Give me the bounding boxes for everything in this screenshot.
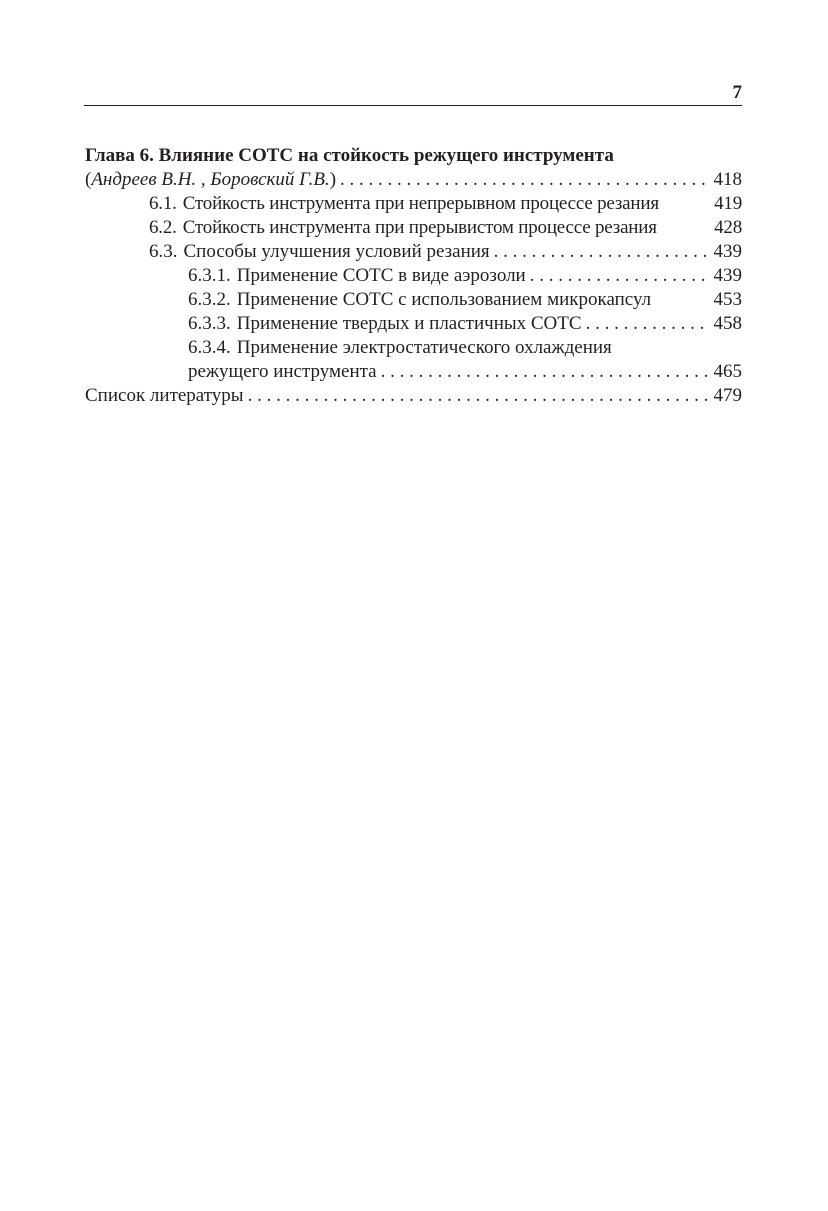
table-of-contents	[85, 144, 742, 408]
entry-page: 439	[713, 241, 742, 262]
dot-leader	[530, 264, 710, 288]
page-number: 7	[732, 82, 742, 103]
chapter-page: 418	[713, 169, 742, 190]
entry-title-continued: режущего инструмента	[188, 361, 377, 382]
entry-number: 6.1.	[149, 193, 177, 214]
dot-leader	[494, 240, 710, 264]
chapter-authors: Андреев В.Н. , Боровский Г.В.	[91, 169, 330, 190]
header-rule	[84, 105, 742, 106]
dot-leader	[340, 168, 709, 192]
entry-page: 439	[713, 265, 742, 286]
paren-close: )	[329, 169, 337, 190]
entry-title: Список литературы	[85, 385, 244, 406]
entry-title: Применение электростатического охлаждения	[236, 337, 612, 358]
toc-entry-6-3-3[interactable]	[85, 312, 742, 336]
toc-entry-6-2[interactable]	[85, 216, 742, 240]
entry-title: Применение СОТС с использованием микрокапсул	[236, 289, 652, 310]
toc-entry-6-1[interactable]	[85, 192, 742, 216]
entry-number: 6.3.	[149, 241, 178, 262]
entry-number: 6.3.1.	[188, 265, 231, 286]
entry-title: Применение твердых и пластичных СОТС	[236, 313, 582, 334]
entry-title: Стойкость инструмента при прерывистом процессе резания	[182, 217, 657, 238]
dot-leader	[381, 360, 710, 384]
chapter-authors-line[interactable]	[85, 168, 742, 192]
entry-page: 453	[713, 289, 742, 310]
toc-entry-6-3-4[interactable]	[85, 336, 742, 360]
dot-leader	[586, 312, 710, 336]
entry-title: Стойкость инструмента при непрерывном процессе резания	[182, 193, 659, 214]
entry-number: 6.2.	[149, 217, 177, 238]
toc-entry-bibliography[interactable]	[85, 384, 742, 408]
toc-entry-6-3[interactable]	[85, 240, 742, 264]
entry-page: 458	[713, 313, 742, 334]
entry-number: 6.3.3.	[188, 313, 231, 334]
entry-page: 419	[714, 193, 742, 214]
dot-leader	[248, 384, 710, 408]
toc-entry-6-3-4-continued[interactable]	[85, 360, 742, 384]
chapter-title: Глава 6. Влияние СОТС на стойкость режущего инструмента	[85, 145, 614, 166]
toc-entry-6-3-1[interactable]	[85, 264, 742, 288]
entry-number: 6.3.4.	[188, 337, 231, 358]
entry-title: Способы улучшения условий резания	[183, 241, 490, 262]
entry-number: 6.3.2.	[188, 289, 231, 310]
entry-page: 428	[714, 217, 742, 238]
entry-page: 465	[713, 361, 742, 382]
entry-title: Применение СОТС в виде аэрозоли	[236, 265, 526, 286]
toc-entry-6-3-2[interactable]	[85, 288, 742, 312]
paren-open: (	[85, 169, 92, 190]
entry-page: 479	[713, 385, 742, 406]
